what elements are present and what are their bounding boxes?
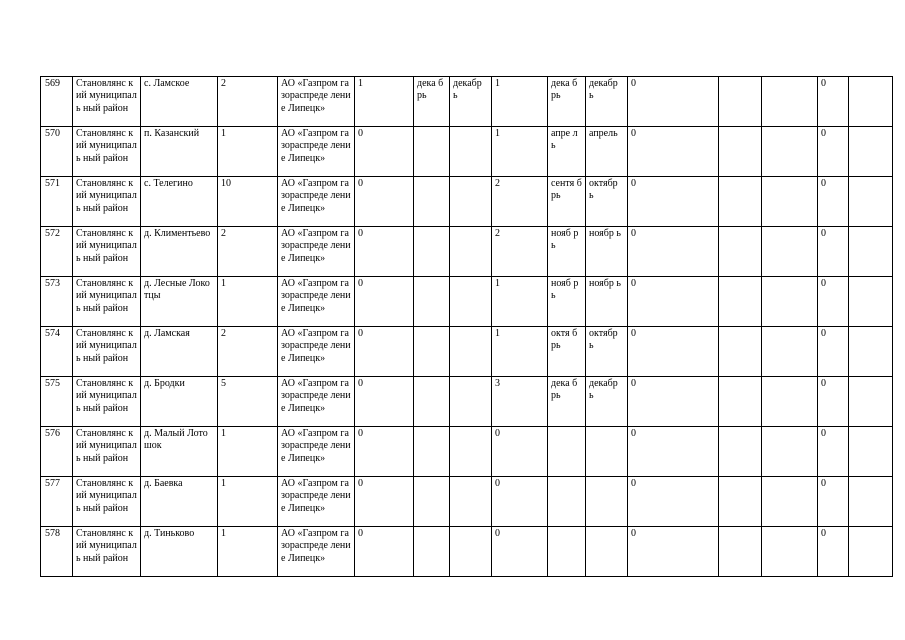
- month-start-cell-1: [414, 527, 450, 577]
- month-start-cell-4: [849, 127, 893, 177]
- row-number: 573: [41, 277, 73, 327]
- month-start-cell-1: [414, 177, 450, 227]
- row-number: 578: [41, 527, 73, 577]
- month-start-cell-4: [849, 377, 893, 427]
- month-end-cell-3: [762, 527, 818, 577]
- settlement-cell: д. Ламская: [141, 327, 218, 377]
- month-end-cell-2: октябр ь: [586, 327, 628, 377]
- value-cell-1: 0: [355, 227, 414, 277]
- month-start-cell-1: дека брь: [414, 77, 450, 127]
- value-cell-2: 1: [492, 77, 548, 127]
- value-cell-2: 3: [492, 377, 548, 427]
- row-number: 576: [41, 427, 73, 477]
- value-cell-4: 0: [818, 377, 849, 427]
- value-cell-3: 0: [628, 327, 719, 377]
- month-end-cell-3: [762, 77, 818, 127]
- district-cell: Становлянс кий муниципаль ный район: [73, 77, 141, 127]
- month-start-cell-4: [849, 227, 893, 277]
- value-cell-3: 0: [628, 177, 719, 227]
- month-start-cell-2: дека брь: [548, 77, 586, 127]
- month-start-cell-1: [414, 127, 450, 177]
- value-cell-1: 0: [355, 327, 414, 377]
- value-cell-2: 0: [492, 427, 548, 477]
- month-start-cell-1: [414, 277, 450, 327]
- settlement-cell: д. Тиньково: [141, 527, 218, 577]
- row-number: 575: [41, 377, 73, 427]
- month-end-cell-1: [450, 527, 492, 577]
- month-start-cell-4: [849, 477, 893, 527]
- month-end-cell-1: [450, 127, 492, 177]
- district-cell: Становлянс кий муниципаль ный район: [73, 177, 141, 227]
- value-cell-1: 0: [355, 527, 414, 577]
- row-number: 572: [41, 227, 73, 277]
- count-cell: 1: [218, 477, 278, 527]
- count-cell: 2: [218, 327, 278, 377]
- value-cell-3: 0: [628, 127, 719, 177]
- month-start-cell-3: [719, 127, 762, 177]
- count-cell: 10: [218, 177, 278, 227]
- value-cell-3: 0: [628, 527, 719, 577]
- value-cell-4: 0: [818, 277, 849, 327]
- district-cell: Становлянс кий муниципаль ный район: [73, 477, 141, 527]
- value-cell-4: 0: [818, 177, 849, 227]
- month-start-cell-3: [719, 377, 762, 427]
- document-page: [40, 76, 893, 577]
- table-row: [41, 427, 893, 477]
- value-cell-4: 0: [818, 127, 849, 177]
- row-number: 570: [41, 127, 73, 177]
- month-end-cell-2: октябр ь: [586, 177, 628, 227]
- value-cell-1: 0: [355, 177, 414, 227]
- month-start-cell-3: [719, 277, 762, 327]
- month-start-cell-4: [849, 327, 893, 377]
- month-end-cell-3: [762, 227, 818, 277]
- month-end-cell-1: [450, 427, 492, 477]
- value-cell-2: 1: [492, 327, 548, 377]
- month-start-cell-2: [548, 527, 586, 577]
- value-cell-2: 2: [492, 227, 548, 277]
- organization-cell: АО «Газпром газораспреде ление Липецк»: [278, 77, 355, 127]
- settlement-cell: д. Лесные Локотцы: [141, 277, 218, 327]
- organization-cell: АО «Газпром газораспреде ление Липецк»: [278, 227, 355, 277]
- month-start-cell-4: [849, 427, 893, 477]
- month-start-cell-4: [849, 177, 893, 227]
- value-cell-3: 0: [628, 227, 719, 277]
- month-start-cell-2: октя брь: [548, 327, 586, 377]
- month-end-cell-2: ноябр ь: [586, 227, 628, 277]
- table-row: [41, 227, 893, 277]
- settlement-cell: д. Баевка: [141, 477, 218, 527]
- month-start-cell-1: [414, 327, 450, 377]
- organization-cell: АО «Газпром газораспреде ление Липецк»: [278, 427, 355, 477]
- gasification-table: [40, 76, 893, 577]
- month-start-cell-2: [548, 427, 586, 477]
- row-number: 574: [41, 327, 73, 377]
- value-cell-3: 0: [628, 377, 719, 427]
- month-end-cell-3: [762, 277, 818, 327]
- district-cell: Становлянс кий муниципаль ный район: [73, 277, 141, 327]
- row-number: 571: [41, 177, 73, 227]
- month-start-cell-4: [849, 277, 893, 327]
- month-end-cell-2: [586, 527, 628, 577]
- value-cell-2: 1: [492, 277, 548, 327]
- organization-cell: АО «Газпром газораспреде ление Липецк»: [278, 477, 355, 527]
- month-start-cell-3: [719, 477, 762, 527]
- organization-cell: АО «Газпром газораспреде ление Липецк»: [278, 327, 355, 377]
- organization-cell: АО «Газпром газораспреде ление Липецк»: [278, 127, 355, 177]
- value-cell-4: 0: [818, 477, 849, 527]
- month-start-cell-3: [719, 427, 762, 477]
- month-end-cell-2: [586, 427, 628, 477]
- month-end-cell-3: [762, 477, 818, 527]
- month-end-cell-2: апрель: [586, 127, 628, 177]
- value-cell-1: 0: [355, 127, 414, 177]
- month-start-cell-2: дека брь: [548, 377, 586, 427]
- value-cell-1: 0: [355, 377, 414, 427]
- table-row: [41, 477, 893, 527]
- month-start-cell-2: нояб рь: [548, 227, 586, 277]
- settlement-cell: с. Телегино: [141, 177, 218, 227]
- month-start-cell-3: [719, 77, 762, 127]
- month-end-cell-2: [586, 477, 628, 527]
- table-row: [41, 277, 893, 327]
- count-cell: 2: [218, 227, 278, 277]
- table-row: [41, 377, 893, 427]
- month-start-cell-3: [719, 227, 762, 277]
- month-start-cell-1: [414, 377, 450, 427]
- organization-cell: АО «Газпром газораспреде ление Липецк»: [278, 377, 355, 427]
- month-end-cell-2: декабр ь: [586, 77, 628, 127]
- count-cell: 1: [218, 427, 278, 477]
- month-end-cell-1: [450, 277, 492, 327]
- month-end-cell-1: [450, 177, 492, 227]
- value-cell-2: 0: [492, 527, 548, 577]
- value-cell-1: 1: [355, 77, 414, 127]
- settlement-cell: д. Малый Лотошок: [141, 427, 218, 477]
- value-cell-3: 0: [628, 277, 719, 327]
- value-cell-2: 2: [492, 177, 548, 227]
- month-end-cell-2: ноябр ь: [586, 277, 628, 327]
- district-cell: Становлянс кий муниципаль ный район: [73, 377, 141, 427]
- table-row: [41, 77, 893, 127]
- district-cell: Становлянс кий муниципаль ный район: [73, 127, 141, 177]
- table-row: [41, 327, 893, 377]
- month-start-cell-1: [414, 477, 450, 527]
- month-end-cell-2: декабр ь: [586, 377, 628, 427]
- value-cell-1: 0: [355, 477, 414, 527]
- count-cell: 1: [218, 277, 278, 327]
- row-number: 569: [41, 77, 73, 127]
- settlement-cell: д. Бродки: [141, 377, 218, 427]
- value-cell-4: 0: [818, 227, 849, 277]
- table-body: [41, 77, 893, 577]
- settlement-cell: п. Казанский: [141, 127, 218, 177]
- table-row: [41, 527, 893, 577]
- month-end-cell-1: [450, 377, 492, 427]
- month-start-cell-2: сентя брь: [548, 177, 586, 227]
- value-cell-4: 0: [818, 327, 849, 377]
- value-cell-4: 0: [818, 77, 849, 127]
- month-end-cell-1: декабр ь: [450, 77, 492, 127]
- table-row: [41, 127, 893, 177]
- month-start-cell-2: нояб рь: [548, 277, 586, 327]
- month-start-cell-4: [849, 527, 893, 577]
- organization-cell: АО «Газпром газораспреде ление Липецк»: [278, 277, 355, 327]
- value-cell-3: 0: [628, 477, 719, 527]
- settlement-cell: с. Ламское: [141, 77, 218, 127]
- value-cell-3: 0: [628, 427, 719, 477]
- month-start-cell-3: [719, 177, 762, 227]
- district-cell: Становлянс кий муниципаль ный район: [73, 527, 141, 577]
- count-cell: 5: [218, 377, 278, 427]
- month-end-cell-1: [450, 327, 492, 377]
- value-cell-4: 0: [818, 427, 849, 477]
- month-end-cell-1: [450, 477, 492, 527]
- row-number: 577: [41, 477, 73, 527]
- count-cell: 2: [218, 77, 278, 127]
- month-start-cell-1: [414, 427, 450, 477]
- value-cell-2: 0: [492, 477, 548, 527]
- count-cell: 1: [218, 127, 278, 177]
- table-row: [41, 177, 893, 227]
- month-end-cell-1: [450, 227, 492, 277]
- month-end-cell-3: [762, 427, 818, 477]
- organization-cell: АО «Газпром газораспреде ление Липецк»: [278, 527, 355, 577]
- district-cell: Становлянс кий муниципаль ный район: [73, 327, 141, 377]
- month-start-cell-3: [719, 327, 762, 377]
- month-start-cell-2: апре ль: [548, 127, 586, 177]
- value-cell-4: 0: [818, 527, 849, 577]
- organization-cell: АО «Газпром газораспреде ление Липецк»: [278, 177, 355, 227]
- month-end-cell-3: [762, 127, 818, 177]
- month-start-cell-2: [548, 477, 586, 527]
- district-cell: Становлянс кий муниципаль ный район: [73, 227, 141, 277]
- month-end-cell-3: [762, 177, 818, 227]
- value-cell-1: 0: [355, 277, 414, 327]
- value-cell-3: 0: [628, 77, 719, 127]
- district-cell: Становлянс кий муниципаль ный район: [73, 427, 141, 477]
- count-cell: 1: [218, 527, 278, 577]
- value-cell-1: 0: [355, 427, 414, 477]
- month-start-cell-1: [414, 227, 450, 277]
- month-end-cell-3: [762, 377, 818, 427]
- month-start-cell-3: [719, 527, 762, 577]
- month-start-cell-4: [849, 77, 893, 127]
- value-cell-2: 1: [492, 127, 548, 177]
- month-end-cell-3: [762, 327, 818, 377]
- settlement-cell: д. Климентьево: [141, 227, 218, 277]
